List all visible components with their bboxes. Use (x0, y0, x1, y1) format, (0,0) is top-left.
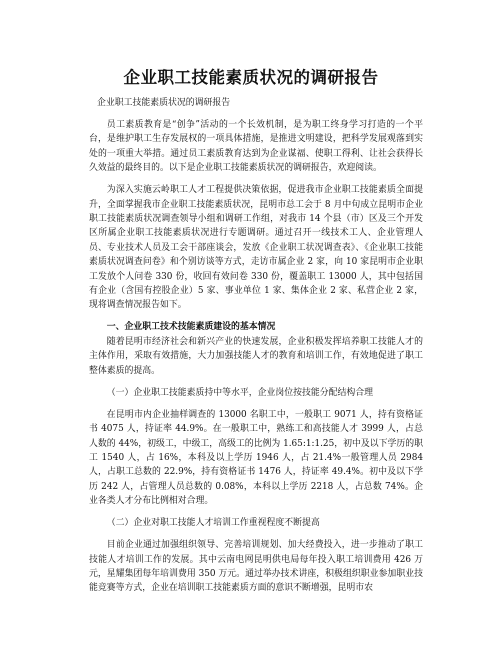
section-paragraph: 随着昆明市经济社会和新兴产业的快速发展，企业积极发挥培养职工技能人才的主体作用，采取有效措施，大力加强技能人才的教育和培训工作，有效地促进了职工整体素质的提高。 (89, 336, 423, 376)
subsection-heading-1: （一）企业职工技能素质持中等水平，企业岗位按技能分配结构合理 (106, 387, 374, 398)
subsection-paragraph-2: 目前企业通过加强组织领导、完善培训规划、加大经费投入，进一步推动了职工技能人才培训工作的发展。其中云南电网昆明供电局每年投入职工培训费用 426 万元，星耀集团每年培训费用 350 万元。通过举办技术讲座，积极组织职业参加职业技能竞赛等方式，企业在培训职工技能素质方面的意识不断增强，昆明市农 (89, 540, 423, 594)
subsection-paragraph-1: 在昆明市内企业抽样调查的 13000 名职工中，一般职工 9071 人，持有资格证书 4075 人，持证率 44.9%。在一般职工中，熟练工和高技能人才 3999 人，占总人数的 44%，初级工，中级工，高级工的比例为 1.65:1:1.25，初中及以下学历的职工 1540 人，占 16%，本科及以上学历 1946 人，占 21.4%一般管理人员 2984 人，占职工总数的 22.9%，持有资格证书 1476 人，持证率 49.4%。初中及以下学历 242 人，占管理人员总数的 0.08%，本科以上学历 2218 人，占总数 74%。企业各类人才分布比例相对合理。 (89, 409, 423, 507)
subsection-heading-2: （二）企业对职工技能人才培训工作重视程度不断提高 (106, 518, 320, 529)
document-title: 企业职工技能素质状况的调研报告 (123, 68, 379, 87)
survey-paragraph: 为深入实施云岭职工人才工程提供决策依据，促进我市企业职工技能素质全面提升，全面掌握我市企业职工技能素质状况，昆明市总工会于 8 月中旬成立昆明市企业职工技能素质状况调查领导小组和调研工作组，对我市 14 个县（市）区及三个开发区所属企业职工技能素质状况进行专题调研。通过召开一线技术工人、企业管理人员、专业技术人员及工会干部座谈会，发放《企业职工状况调查表》、《企业职工技能素质状况调查问卷》和个别访谈等方式，走访市属企业 2 家，向 10 家昆明市企业职工发放个人问卷 330 份，收回有效问卷 330 份，覆盖职工 13000 人，其中包括国有企业（含国有控股企业）5 家、事业单位 1 家、集体企业 2 家、私营企业 2 家，现将调查情况报告如下。 (89, 185, 423, 311)
document-subtitle: 企业职工技能素质状况的调研报告 (97, 98, 231, 108)
document-body (89, 96, 423, 596)
section-heading: 一、企业职工技术技能素质建设的基本情况 (106, 322, 276, 333)
intro-paragraph: 员工素质教育是“创争”活动的一个长效机制，是为职工终身学习打造的一个平台，是维护职工生存发展权的一项具体措施，是推进文明建设，把科学发展观落到实处的一项重大举措。通过员工素质教育达到为企业谋福、使职工得利、让社会获得长久效益的最终目的。以下是企业职工技能素质状况的调研报告，欢迎阅读。 (89, 120, 423, 174)
